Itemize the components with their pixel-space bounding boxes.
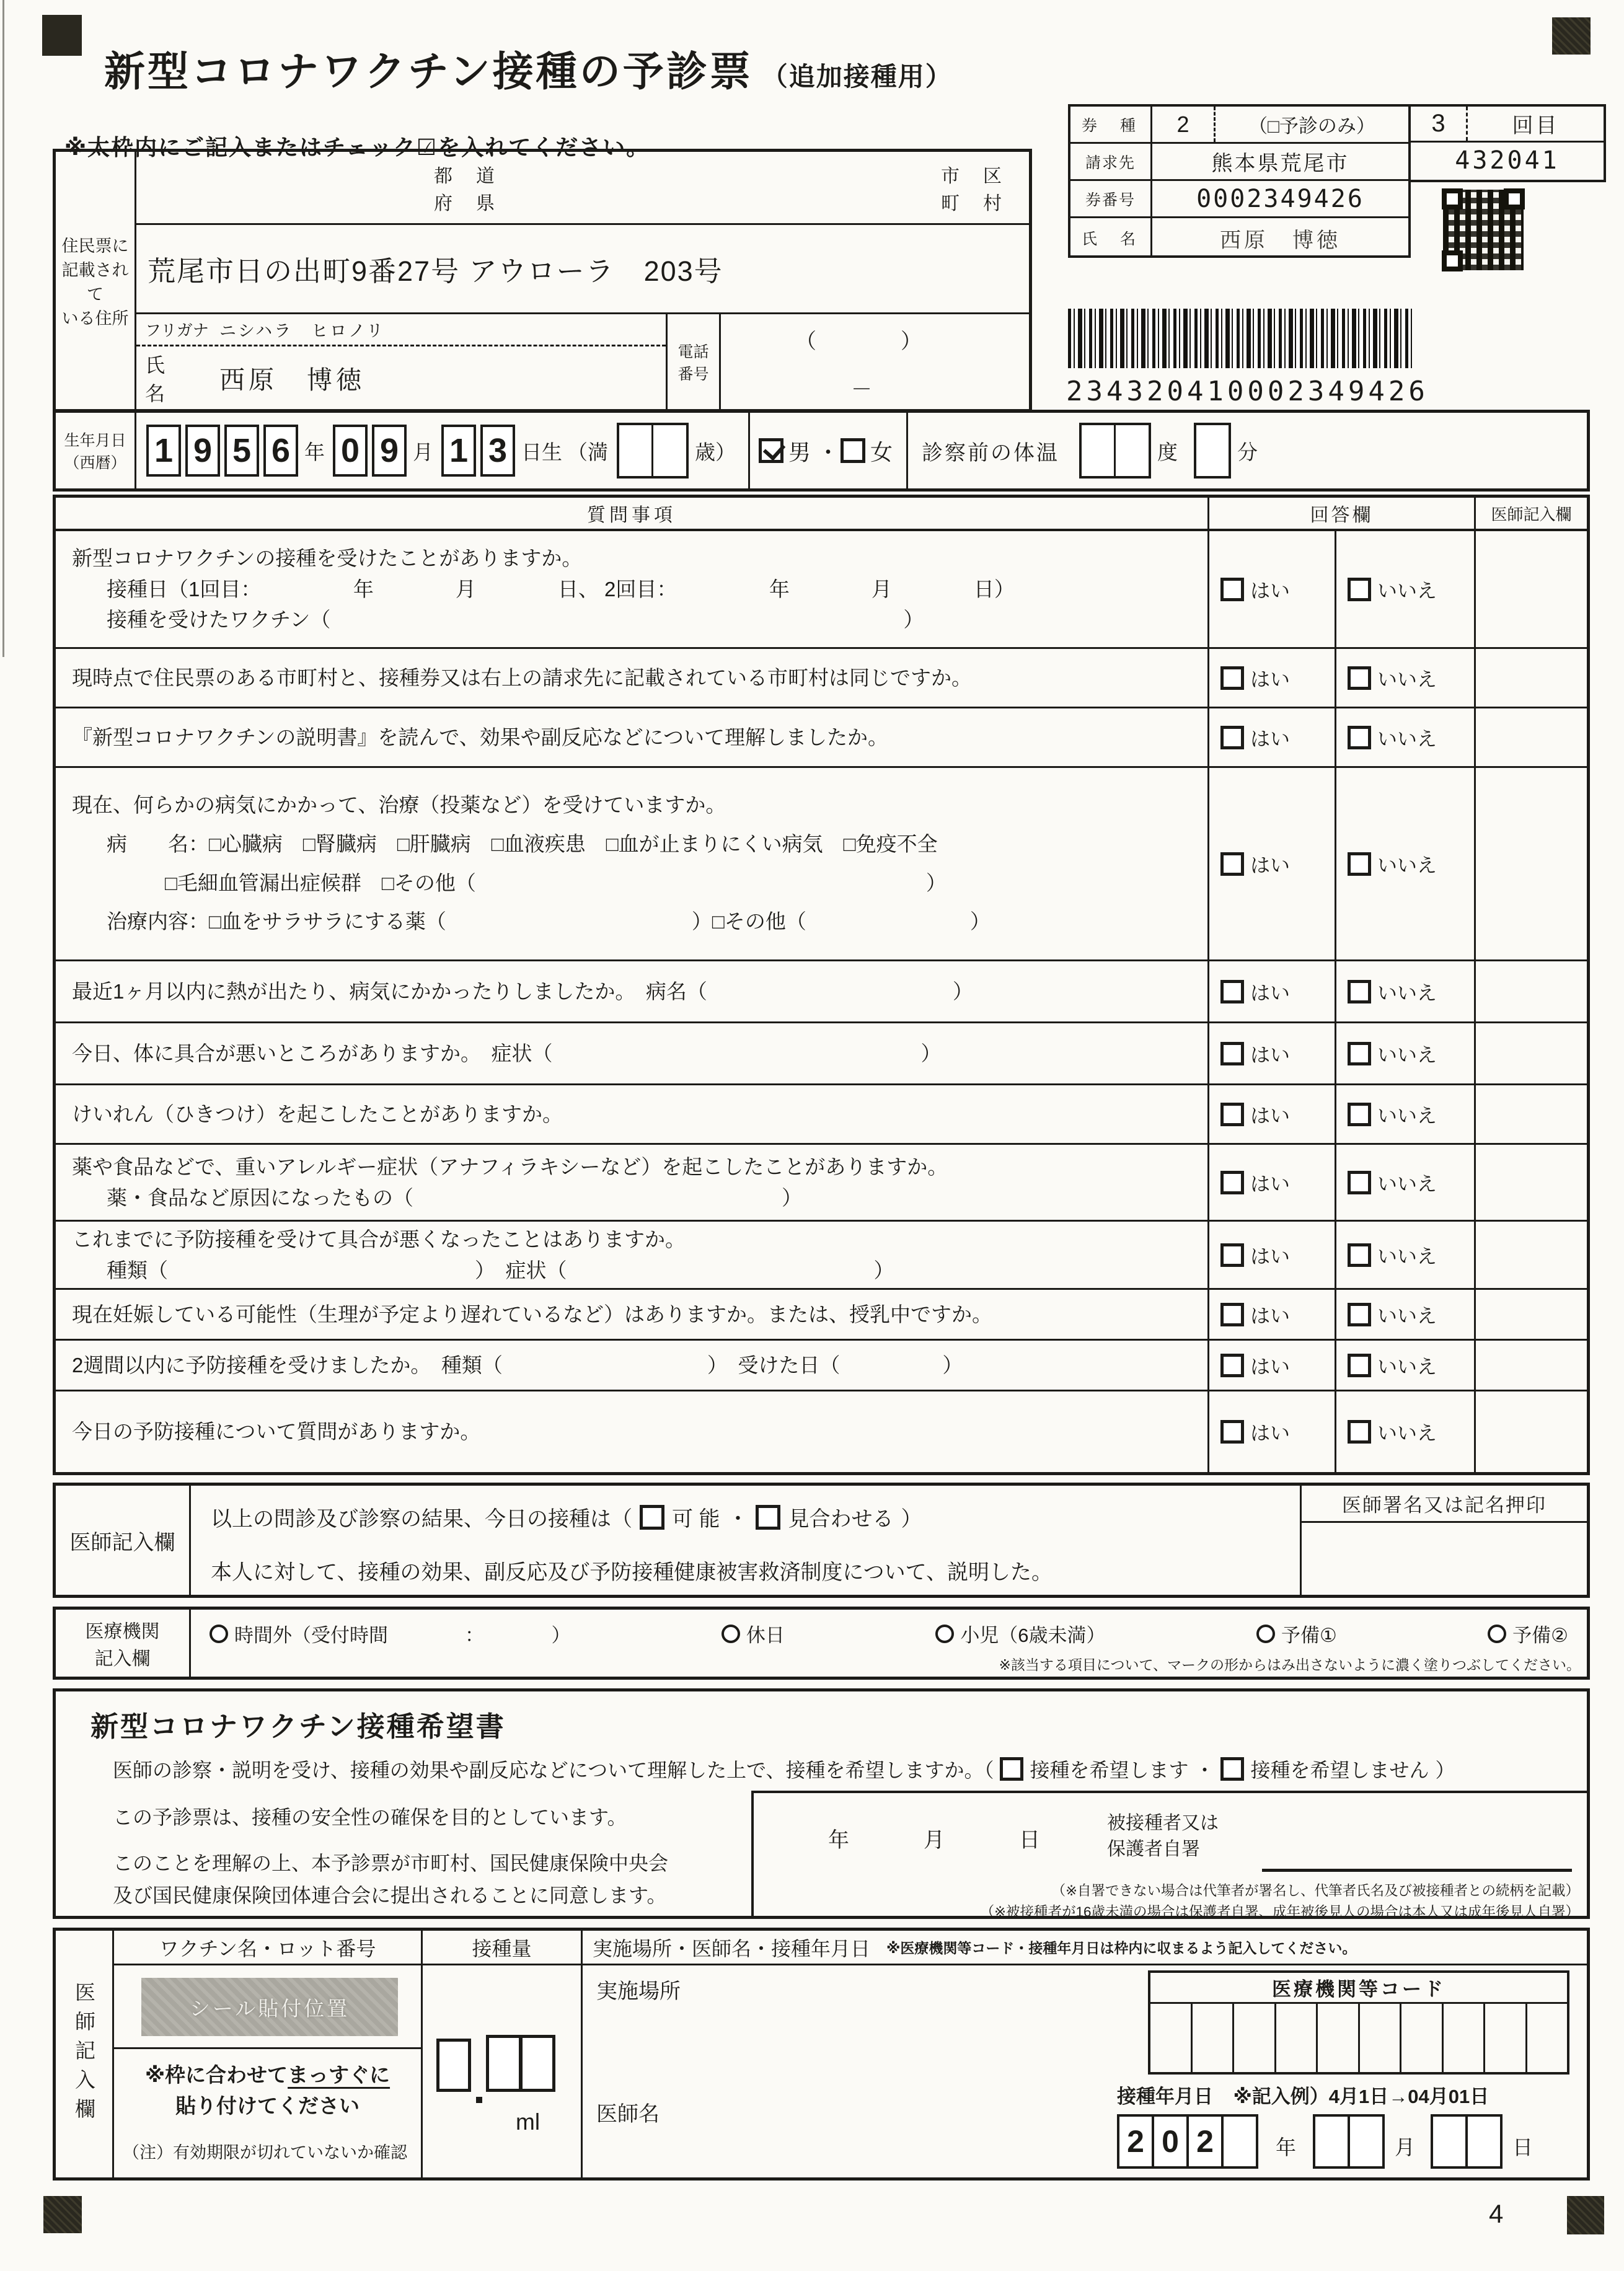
checkbox-yes[interactable] (1220, 1420, 1244, 1444)
yes-label: はい (1250, 853, 1291, 876)
year-unit: 年 (304, 440, 325, 464)
option-spare2[interactable]: 予備② (1488, 1620, 1568, 1647)
date-example: ※記入例）4月1日→04月01日 (1233, 2086, 1489, 2107)
header-fit-note: ※医療機関等コード・接種年月日は枠内に収まるよう記入してください。 (886, 1940, 1357, 1956)
doctor-note-cell (1474, 1222, 1587, 1288)
doctor-name-label: 医師名 (596, 2102, 660, 2126)
age-boxes[interactable] (617, 423, 689, 478)
checkbox-yes[interactable] (1220, 980, 1244, 1003)
doctor-entry-section (53, 1483, 1590, 1598)
yes-label: はい (1250, 1104, 1291, 1127)
address-value[interactable]: 荒尾市日の出町9番27号 アウローラ 203号 (136, 225, 1029, 314)
no-label: いいえ (1377, 853, 1437, 876)
checkbox-no[interactable] (1348, 1243, 1371, 1267)
question-text: 接種日（1回目： 年 月 日、 2回目： 年 月 日） (107, 577, 1015, 601)
question-text: 現在、何らかの病気にかかって、治療（投薬など）を受けていますか。 (72, 793, 726, 817)
record-side-label: 医師記入欄 (56, 1931, 114, 2177)
male-label: 男 (788, 439, 811, 465)
city-label: 市 区 町 村 (941, 166, 1004, 214)
divider (906, 413, 908, 488)
ml-unit: ml (516, 2109, 541, 2135)
no-label: いいえ (1377, 668, 1437, 690)
page-title (104, 38, 953, 97)
signature-date-box (751, 1791, 1587, 1920)
question-text: 種類（ ） 症状（ ） (107, 1258, 894, 1282)
doctor-note-cell (1474, 961, 1587, 1021)
consent-section (53, 1688, 1590, 1919)
doctor-note-cell (1474, 531, 1587, 647)
no-label: いいえ (1377, 727, 1437, 750)
question-text: 接種を受けたワクチン（ ） (107, 608, 924, 632)
mark-circle-icon[interactable] (1488, 1625, 1506, 1643)
checkbox-no[interactable] (1348, 726, 1371, 749)
qr-finder-icon (1504, 188, 1525, 209)
birth-year-digit[interactable]: 1 (146, 425, 181, 477)
birthdate-row (53, 410, 1590, 492)
dose-round-box (1408, 104, 1606, 182)
no-label: いいえ (1377, 1355, 1437, 1378)
institution-code-cells[interactable] (1150, 2004, 1567, 2072)
checkbox-wish-yes[interactable] (1000, 1757, 1023, 1781)
mark-circle-icon[interactable] (722, 1625, 740, 1643)
dose-box[interactable] (486, 2035, 522, 2092)
phone-paren: （ ） (795, 330, 922, 353)
month-unit: 月 (413, 440, 433, 464)
registration-mark-bottom-right (1567, 2196, 1604, 2234)
doctor-decision-line: 以上の問診及び診察の結果、今日の接種は（ 可 能 ・ 見合わせる ） (211, 1502, 922, 1532)
phone-label: 電話 番号 (666, 314, 719, 409)
ticket-type-note: （□予診のみ） (1248, 115, 1375, 137)
qr-code-icon (1443, 190, 1524, 270)
option-spare1[interactable]: 予備① (1256, 1620, 1337, 1647)
wish-no-label: 接種を希望しません (1250, 1759, 1429, 1781)
question-text: 2週間以内に予防接種を受けましたか。 種類（ ） 受けた日（ ） (72, 1353, 963, 1377)
day-unit: 日生 (521, 440, 562, 464)
header-answers: 回答欄 (1207, 498, 1474, 529)
no-label: いいえ (1377, 1304, 1437, 1327)
doctor-explained-line: 本人に対して、接種の効果、副反応及び予防接種健康被害救済制度について、説明した。 (211, 1561, 1053, 1584)
consent-paragraph-2b: 及び国民健康保険団体連合会に提出されることに同意します。 (113, 1884, 667, 1907)
page-number: 4 (1489, 2199, 1504, 2228)
institution-entry-section (53, 1607, 1590, 1680)
question-row-3 (56, 708, 1587, 768)
birth-day-digit[interactable]: 1 (441, 425, 476, 477)
birth-day-digit[interactable]: 3 (480, 425, 515, 477)
name-label: 氏 名 (145, 353, 203, 405)
question-text: 病 名：□心臓病 □腎臓病 □肝臓病 □血液疾患 □血が止まりにくい病気 □免疫不全 (107, 832, 938, 855)
ticket-type-value: 2 (1152, 107, 1216, 142)
yes-label: はい (1250, 1422, 1291, 1444)
barcode-number: 234320410002349426 (1066, 376, 1429, 407)
checkbox-no[interactable] (1348, 1420, 1371, 1444)
female-label: 女 (870, 439, 893, 465)
header-dose: 接種量 (423, 1931, 583, 1964)
question-row-10 (56, 1290, 1587, 1341)
checkbox-wish-no[interactable] (1220, 1757, 1244, 1781)
question-text: 今日の予防接種について質問がありますか。 (72, 1420, 481, 1444)
question-row-1 (56, 531, 1587, 649)
institution-code-box (1148, 1970, 1569, 2075)
birth-year-digit[interactable]: 5 (224, 425, 259, 477)
doctor-note-cell (1474, 1145, 1587, 1220)
checkbox-no[interactable] (1348, 1171, 1371, 1194)
question-text: 今日、体に具合が悪いところがありますか。 症状（ ） (72, 1041, 942, 1065)
checkbox-yes[interactable] (1220, 666, 1244, 690)
no-label: いいえ (1377, 579, 1437, 602)
question-text: 治療内容：□血をサラサラにする薬（ ）□その他（ ） (107, 910, 991, 933)
yes-label: はい (1250, 1355, 1291, 1378)
yes-label: はい (1250, 981, 1291, 1004)
yes-label: はい (1250, 1304, 1291, 1327)
decimal-dot (476, 2097, 482, 2103)
resident-side-label: 住民票に 記載されて いる住所 (56, 152, 136, 409)
minute-unit: 分 (1237, 440, 1258, 464)
billing-code: 432041 (1455, 146, 1560, 175)
question-row-12 (56, 1391, 1587, 1472)
round-unit: 回目 (1512, 114, 1560, 138)
gender-dot: ・ (817, 439, 840, 465)
dose-box[interactable] (436, 2039, 471, 2092)
yes-label: はい (1250, 1172, 1291, 1195)
record-header-row (114, 1931, 1587, 1965)
dose-cell (423, 1965, 583, 2177)
billing-label: 請求先 (1070, 144, 1152, 179)
question-text: □毛細血管漏出症候群 □その他（ ） (165, 871, 947, 894)
no-label: いいえ (1377, 1043, 1437, 1066)
name-value[interactable]: 西原 博徳 (219, 366, 365, 394)
temperature-boxes[interactable] (1079, 423, 1151, 478)
mark-circle-icon[interactable] (210, 1625, 228, 1643)
question-text: 『新型コロナワクチンの説明書』を読んで、効果や副反応などについて理解しましたか。 (72, 725, 889, 749)
doctor-entry-label: 医師記入欄 (56, 1486, 191, 1595)
age-paren-open: （満 (567, 440, 608, 464)
qr-finder-icon (1442, 250, 1463, 271)
question-table-header (56, 498, 1587, 531)
title-sub: （追加接種用） (761, 62, 953, 91)
no-label: いいえ (1377, 1104, 1437, 1127)
able-label: 可 能 (672, 1507, 720, 1531)
degree-unit: 度 (1157, 440, 1178, 464)
question-row-7 (56, 1085, 1587, 1145)
yes-label: はい (1250, 668, 1291, 690)
question-text: 薬・食品など原因になったもの（ ） (107, 1186, 802, 1209)
phone-field[interactable] (719, 314, 1029, 409)
question-row-8 (56, 1145, 1587, 1222)
paste-instruction: ※枠に合わせてまっすぐに 貼り付けてください (144, 2063, 391, 2117)
yes-label: はい (1250, 579, 1291, 602)
month-unit: 月 (1395, 2136, 1415, 2159)
dose-box[interactable] (519, 2035, 555, 2092)
doctor-note-cell (1474, 1085, 1587, 1143)
doctor-note-cell (1474, 768, 1587, 959)
no-label: いいえ (1377, 1422, 1437, 1444)
age-paren-close: 歳） (695, 440, 736, 464)
prefecture-label: 都 道 府 県 (434, 166, 497, 214)
birth-year-digit[interactable]: 6 (263, 425, 298, 477)
qr-finder-icon (1442, 188, 1463, 209)
header-place-doctor-date: 実施場所・医師名・接種年月日 ※医療機関等コード・接種年月日は枠内に収まるよう記入してください。 (593, 1937, 1357, 1960)
checkbox-yes[interactable] (1220, 1243, 1244, 1267)
signature-note-2: （※被接種者が16歳未満の場合は保護者自署、成年被後見人の場合は本人又は成年後見人自署） (980, 1904, 1579, 1920)
checkbox-yes[interactable] (1220, 1354, 1244, 1377)
furigana-row (136, 314, 666, 346)
vaccination-ticket-box (1068, 104, 1606, 258)
checkbox-able[interactable] (640, 1505, 664, 1530)
yes-label: はい (1250, 1043, 1291, 1066)
date-day-boxes[interactable] (1431, 2114, 1503, 2169)
mark-circle-icon[interactable] (1256, 1625, 1275, 1643)
doctor-note-cell (1474, 708, 1587, 766)
name-row (136, 346, 666, 409)
resident-info-box (53, 149, 1032, 412)
question-text: 新型コロナワクチンの接種を受けたことがありますか。 (72, 547, 583, 570)
institution-note: ※該当する項目について、マークの形からはみ出さないように濃く塗りつぶしてください。 (999, 1657, 1581, 1673)
question-text: 最近1ヶ月以内に熱が出たり、病気にかかったりしましたか。 病名（ ） (72, 979, 973, 1003)
divider (114, 2047, 421, 2049)
option-after-hours[interactable]: 時間外（受付時間 ： ） (210, 1620, 571, 1647)
consent-paragraph-2a: このことを理解の上、本予診票が市町村、国民健康保険中央会 (113, 1852, 669, 1874)
registration-mark-top-right (1552, 17, 1591, 55)
signer-label: 被接種者又は 保護者自署 (1107, 1813, 1219, 1859)
checkbox-female[interactable] (841, 438, 865, 463)
round-value: 3 (1411, 107, 1468, 141)
doctor-signature-label: 医師署名又は記名押印 (1302, 1486, 1587, 1523)
question-table (53, 495, 1590, 1475)
vaccine-lot-cell (114, 1965, 423, 2177)
consent-title: 新型コロナワクチン接種希望書 (90, 1711, 506, 1742)
date-month-boxes[interactable] (1313, 2114, 1385, 2169)
furigana-label: フリガナ (145, 321, 209, 340)
question-text: 現在妊娠している可能性（生理が予定より遅れているなど）はありますか。または、授乳中ですか。 (72, 1302, 992, 1326)
checkbox-no[interactable] (1348, 578, 1371, 601)
question-row-11 (56, 1341, 1587, 1391)
checkbox-yes[interactable] (1220, 1042, 1244, 1065)
seal-placement-box[interactable]: シール貼付位置 (141, 1978, 398, 2036)
fill-instruction-note: ※太枠内にご記入またはチェック☑を入れてください。 (64, 134, 650, 160)
temperature-decimal-box[interactable] (1194, 423, 1231, 478)
wish-yes-label: 接種を希望します (1030, 1759, 1189, 1781)
question-text: けいれん（ひきつけ）を起こしたことがありますか。 (72, 1102, 563, 1126)
signature-note-1: （※自署できない場合は代筆者が署名し、代筆者氏名及び被接種者との続柄を記載） (1051, 1883, 1579, 1898)
birth-month-digit[interactable]: 0 (333, 425, 368, 477)
furigana-value[interactable]: ニシハラ ヒロノリ (219, 322, 386, 340)
signature-date[interactable]: 年 月 日 (828, 1828, 1040, 1852)
question-row-2 (56, 649, 1587, 708)
checkbox-postpone[interactable] (756, 1505, 780, 1530)
no-label: いいえ (1377, 1172, 1437, 1195)
vaccine-record-table (53, 1928, 1590, 2181)
ticket-name-label: 氏 名 (1070, 218, 1152, 258)
billing-value: 熊本県荒尾市 (1211, 152, 1349, 175)
institution-label: 医療機関 記入欄 (56, 1610, 191, 1677)
question-row-4 (56, 768, 1587, 961)
birthdate-label: 生年月日 （西暦） (56, 413, 136, 488)
question-text: 現時点で住民票のある市町村と、接種券又は右上の請求先に記載されている市町村は同じですか。 (72, 666, 972, 689)
postpone-label: 見合わせる (788, 1507, 894, 1531)
question-row-9 (56, 1222, 1587, 1290)
header-vaccine-lot: ワクチン名・ロット番号 (114, 1931, 423, 1964)
checkbox-yes[interactable] (1220, 726, 1244, 749)
checkbox-no[interactable] (1348, 666, 1371, 690)
doctor-note-cell (1474, 1023, 1587, 1083)
checkbox-no[interactable] (1348, 1103, 1371, 1126)
divider (748, 413, 750, 488)
checkbox-no[interactable] (1348, 1354, 1371, 1377)
consent-paragraph-1: この予診票は、接種の安全性の確保を目的としています。 (113, 1806, 627, 1828)
checkbox-yes[interactable] (1220, 1303, 1244, 1326)
question-text: 薬や食品などで、重いアレルギー症状（アナフィラキシーなど）を起こしたことがありますか。 (72, 1155, 948, 1178)
registration-mark-bottom-left (43, 2196, 82, 2233)
checkbox-yes[interactable] (1220, 578, 1244, 601)
option-holiday[interactable]: 休日 (722, 1620, 785, 1647)
doctor-note-cell (1474, 649, 1587, 707)
header-doctor: 医師記入欄 (1474, 498, 1587, 529)
birth-month-digit[interactable]: 9 (372, 425, 407, 477)
registration-mark-top-left (42, 15, 82, 56)
place-doctor-date-cell (583, 1965, 1587, 2177)
doctor-note-cell (1474, 1391, 1587, 1472)
question-text: これまでに予防接種を受けて具合が悪くなったことはありますか。 (72, 1228, 686, 1251)
ticket-name-value: 西原 博徳 (1220, 228, 1341, 252)
scan-edge-artifact (2, 0, 4, 657)
year-unit: 年 (1276, 2136, 1296, 2159)
no-label: いいえ (1377, 981, 1437, 1004)
doctor-signature-box[interactable] (1300, 1486, 1587, 1595)
yes-label: はい (1250, 1245, 1291, 1268)
barcode-icon (1068, 309, 1413, 368)
header-questions: 質問事項 (587, 505, 676, 526)
title-main: 新型コロナワクチン接種の予診票 (104, 48, 753, 94)
birth-year-digit[interactable]: 9 (185, 425, 220, 477)
checkbox-no[interactable] (1348, 980, 1371, 1003)
checkbox-yes[interactable] (1220, 1103, 1244, 1126)
ticket-number-value: 0002349426 (1196, 184, 1364, 213)
checkbox-no[interactable] (1348, 1042, 1371, 1065)
institution-code-title: 医療機関等コード (1150, 1973, 1567, 2004)
yes-label: はい (1250, 727, 1291, 750)
signature-line[interactable] (1262, 1869, 1572, 1872)
ticket-number-label: 券番号 (1070, 181, 1152, 216)
checkbox-no[interactable] (1348, 852, 1371, 876)
ticket-table (1068, 104, 1411, 258)
day-unit: 日 (1512, 2136, 1533, 2159)
vaccination-date-label: 接種年月日 ※記入例）4月1日→04月01日 (1117, 2086, 1489, 2107)
place-label: 実施場所 (596, 1980, 681, 2003)
address-header-row (136, 152, 1029, 225)
checkbox-no[interactable] (1348, 1303, 1371, 1326)
checkbox-male[interactable] (759, 438, 783, 463)
doctor-note-cell (1474, 1341, 1587, 1390)
doctor-note-cell (1474, 1290, 1587, 1339)
question-row-6 (56, 1023, 1587, 1085)
expiry-check-note: （注）有効期限が切れていないか確認 (123, 2143, 407, 2162)
option-child[interactable]: 小児（6歳未満） (935, 1620, 1105, 1647)
ticket-type-label: 券 種 (1070, 107, 1152, 142)
temperature-label: 診察前の体温 (922, 441, 1060, 465)
mark-circle-icon[interactable] (935, 1625, 954, 1643)
checkbox-yes[interactable] (1220, 1171, 1244, 1194)
consent-question-line: 医師の診察・説明を受け、接種の効果や副反応などについて理解した上で、接種を希望しますか。（ 接種を希望します ・ 接種を希望しません ） (113, 1755, 1455, 1783)
question-row-5 (56, 961, 1587, 1023)
no-label: いいえ (1377, 1245, 1437, 1268)
date-year-boxes[interactable]: 2 0 2 (1117, 2114, 1258, 2169)
phone-dash: － (851, 378, 872, 402)
checkbox-yes[interactable] (1220, 852, 1244, 876)
